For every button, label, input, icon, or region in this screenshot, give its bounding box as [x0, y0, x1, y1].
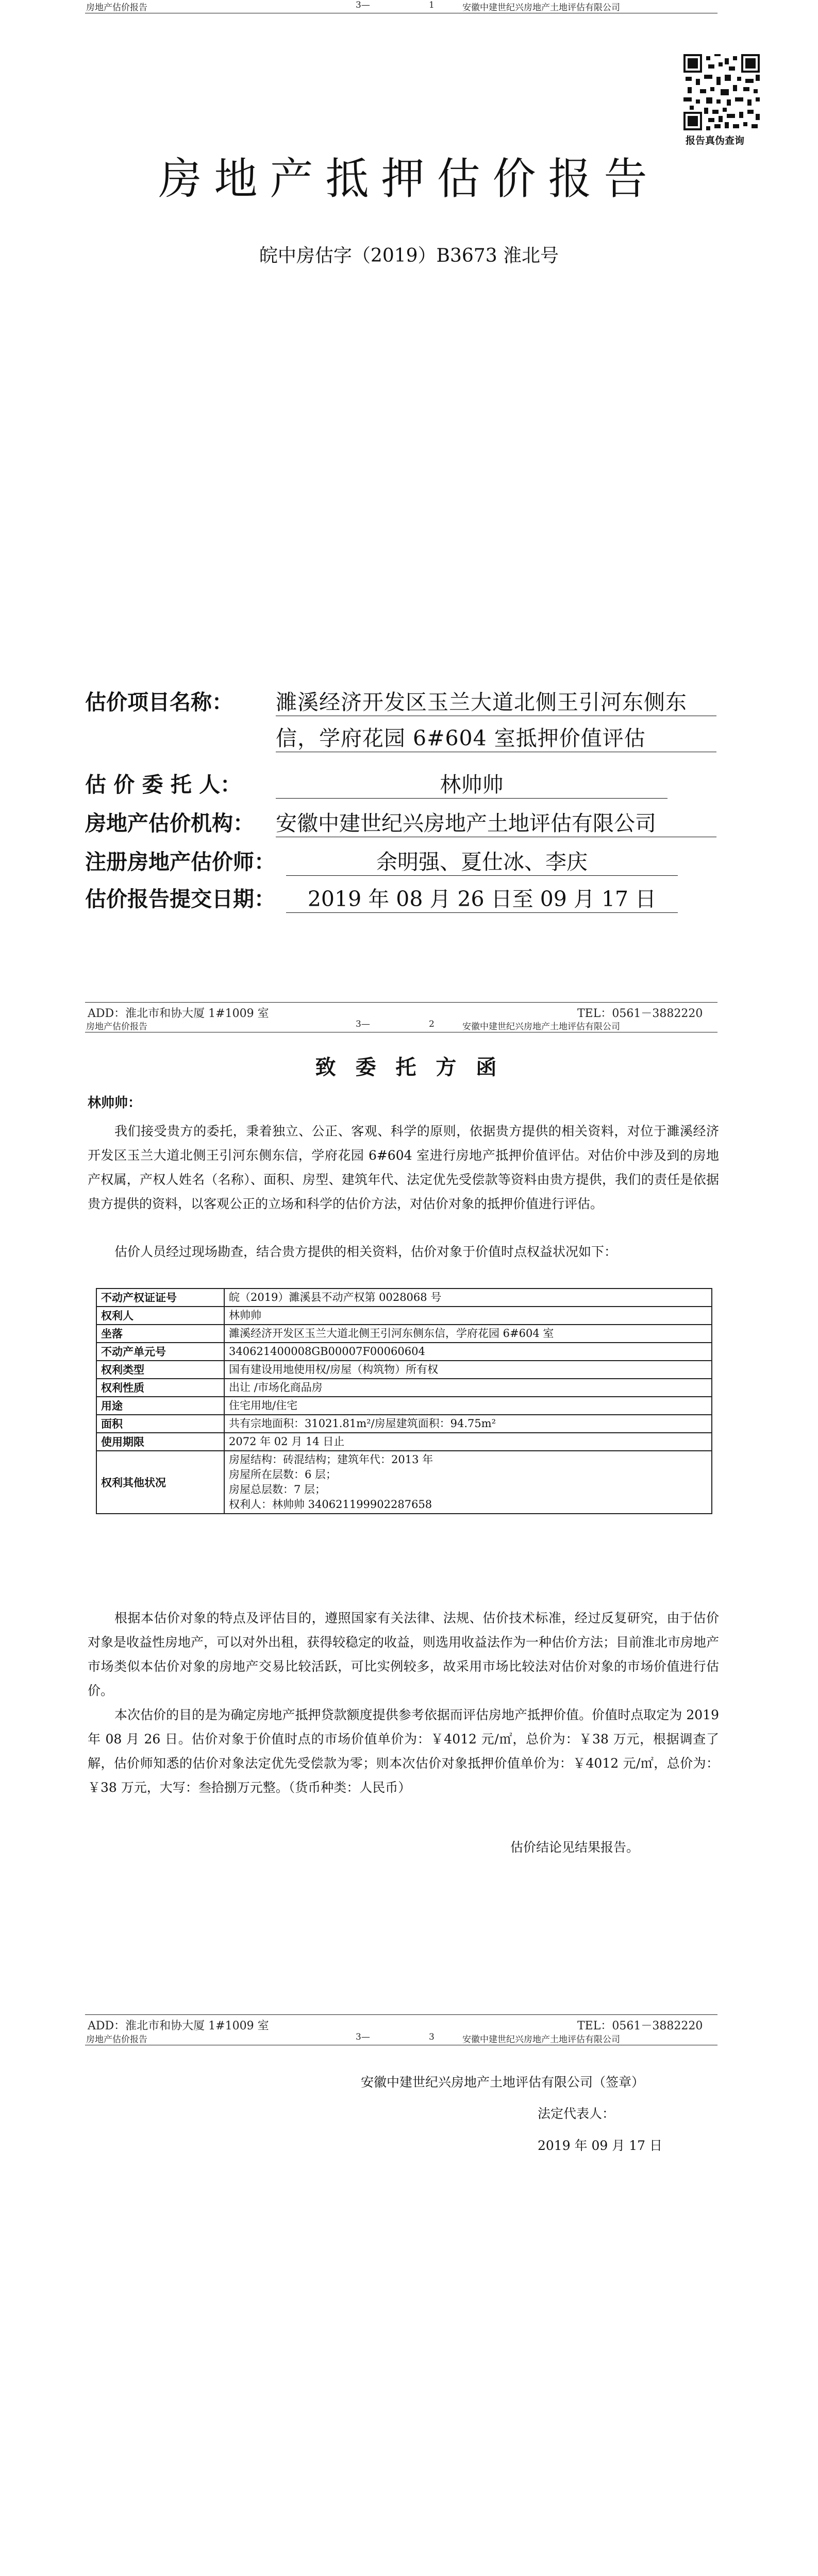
table-key: 使用期限 [96, 1433, 224, 1451]
value-project-name-line2: 信，学府花园 6#604 室抵押价值评估 [276, 721, 716, 752]
table-key: 不动产单元号 [96, 1343, 224, 1361]
table-key: 权利类型 [96, 1361, 224, 1379]
footer-rule [85, 1002, 717, 1003]
table-row [96, 1361, 712, 1379]
footer-address: ADD：淮北市和协大厦 1#1009 室 [88, 2020, 269, 2032]
letter-paragraph-5: 估价结论见结果报告。 [510, 1840, 640, 1855]
other-line: 房屋所在层数：6 层； [229, 1468, 337, 1481]
table-row [96, 1325, 712, 1343]
table-value: 濉溪经济开发区玉兰大道北侧王引河东侧东信，学府花园 6#604 室 [224, 1325, 712, 1343]
signature-date: 2019 年 09 月 17 日 [538, 2138, 662, 2153]
footer-address: ADD：淮北市和协大厦 1#1009 室 [88, 1007, 269, 1020]
qr-caption: 报告真伪查询 [686, 135, 745, 146]
table-key: 面积 [96, 1415, 224, 1433]
report-title: 房地产抵押估价报告 [158, 154, 660, 204]
letter-paragraph-4: 本次估价的目的是为确定房地产抵押贷款额度提供参考依据而评估房地产抵押价值。价值时点取定为 2019 年 08 月 26 日。估价对象于价值时点的市场价值单价为：￥4012 元/㎡，总价为：￥38 万元，根据调查了解，估价师知悉的估价对象法定优先受偿款为零；则本次估价对象抵押价值单价为：￥4012 元/㎡，总价为：￥38 万元，大写：叁拾捌万元整。（货币种类：人民币） [88, 1707, 719, 1795]
label-agency: 房地产估价机构： [85, 811, 254, 836]
label-submit-date: 估价报告提交日期： [85, 887, 275, 911]
signature-representative: 法定代表人： [538, 2106, 615, 2121]
table-value: 340621400008GB00007F00060604 [224, 1343, 712, 1361]
header-left: 房地产估价报告 [86, 1022, 147, 1032]
table-value: 住宅用地/住宅 [224, 1397, 712, 1415]
letter-title: 致 委 托 方 函 [315, 1055, 503, 1079]
table-row [96, 1289, 712, 1307]
header-page-num: 2 [429, 1019, 435, 1029]
table-row [96, 1379, 712, 1397]
table-key: 权利其他状况 [96, 1451, 224, 1514]
footer-tel: TEL：0561－3882220 [577, 1007, 703, 1020]
footer-tel: TEL：0561－3882220 [577, 2020, 703, 2032]
header-page: 3— [356, 2032, 370, 2042]
table-key: 用途 [96, 1397, 224, 1415]
header-page-num: 1 [429, 0, 435, 10]
other-line: 房屋总层数：7 层； [229, 1483, 326, 1496]
table-value: 林帅帅 [224, 1307, 712, 1325]
rights-table [96, 1288, 712, 1514]
table-value: 皖（2019）濉溪县不动产权第 0028068 号 [224, 1289, 712, 1307]
header-page: 3— [356, 1019, 370, 1029]
table-row [96, 1397, 712, 1415]
table-value: 共有宗地面积：31021.81m²/房屋建筑面积：94.75m² [224, 1415, 712, 1433]
table-value [224, 1451, 712, 1514]
table-key: 坐落 [96, 1325, 224, 1343]
value-agency: 安徽中建世纪兴房地产土地评估有限公司 [276, 806, 716, 837]
letter-paragraph-3: 根据本估价对象的特点及评估目的，遵照国家有关法律、法规、估价技术标准，经过反复研究，由于估价对象是收益性房地产，可以对外出租，获得较稳定的收益，则选用收益法作为一种估价方法；目前淮北市房地产市场类似本估价对象的房地产交易比较活跃，可比实例较多，故采用市场比较法对估价对象的市场价值进行估价。 [88, 1611, 720, 1698]
table-value: 出让 /市场化商品房 [224, 1379, 712, 1397]
qr-code-icon[interactable] [683, 54, 760, 130]
header-page: 3— [356, 0, 370, 10]
table-row [96, 1433, 712, 1451]
value-client: 林帅帅 [276, 768, 667, 799]
table-key: 权利性质 [96, 1379, 224, 1397]
table-key: 不动产权证证号 [96, 1289, 224, 1307]
letter-paragraph-1: 我们接受贵方的委托，秉着独立、公正、客观、科学的原则，依据贵方提供的相关资料，对位于濉溪经济开发区玉兰大道北侧王引河东侧东信，学府花园 6#604 室进行房地产抵押价值评估。对估价中涉及到的房地产权属，产权人姓名（名称）、面积、房型、建筑年代、法定优先受偿款等资料由贵方提供，我们的责任是依据贵方提供的资料，以客观公正的立场和科学的估价方法，对估价对象的抵押价值进行评估。 [88, 1124, 719, 1211]
footer-rule [85, 2014, 717, 2015]
value-submit-date: 2019 年 08 月 26 日至 09 月 17 日 [286, 882, 678, 913]
label-appraiser: 注册房地产估价师： [85, 850, 275, 874]
table-row [96, 1307, 712, 1325]
table-value: 2072 年 02 月 14 日止 [224, 1433, 712, 1451]
table-row [96, 1451, 712, 1514]
table-value: 国有建设用地使用权/房屋（构筑物）所有权 [224, 1361, 712, 1379]
header-company: 安徽中建世纪兴房地产土地评估有限公司 [462, 1022, 620, 1032]
header-company: 安徽中建世纪兴房地产土地评估有限公司 [462, 3, 620, 13]
table-row [96, 1343, 712, 1361]
other-line: 权利人：林帅帅 340621199902287658 [229, 1498, 432, 1511]
header-left: 房地产估价报告 [86, 3, 147, 13]
label-project-name: 估价项目名称： [85, 690, 233, 715]
table-key: 权利人 [96, 1307, 224, 1325]
letter-paragraph-2: 估价人员经过现场勘查，结合贵方提供的相关资料，估价对象于价值时点权益状况如下： [114, 1244, 617, 1259]
other-line: 房屋结构：砖混结构；建筑年代：2013 年 [229, 1453, 433, 1466]
header-left: 房地产估价报告 [86, 2035, 147, 2045]
letter-salutation: 林帅帅： [88, 1095, 142, 1111]
value-appraiser: 余明强、夏仕冰、李庆 [286, 845, 678, 876]
value-project-name-line1: 濉溪经济开发区玉兰大道北侧王引河东侧东 [276, 685, 716, 716]
label-client: 估 价 委 托 人： [85, 772, 242, 797]
header-company: 安徽中建世纪兴房地产土地评估有限公司 [462, 2035, 620, 2045]
table-row [96, 1415, 712, 1433]
signature-company: 安徽中建世纪兴房地产土地评估有限公司（签章） [361, 2075, 645, 2090]
report-number: 皖中房估字（2019）B3673 淮北号 [259, 245, 559, 266]
header-page-num: 3 [429, 2032, 435, 2042]
